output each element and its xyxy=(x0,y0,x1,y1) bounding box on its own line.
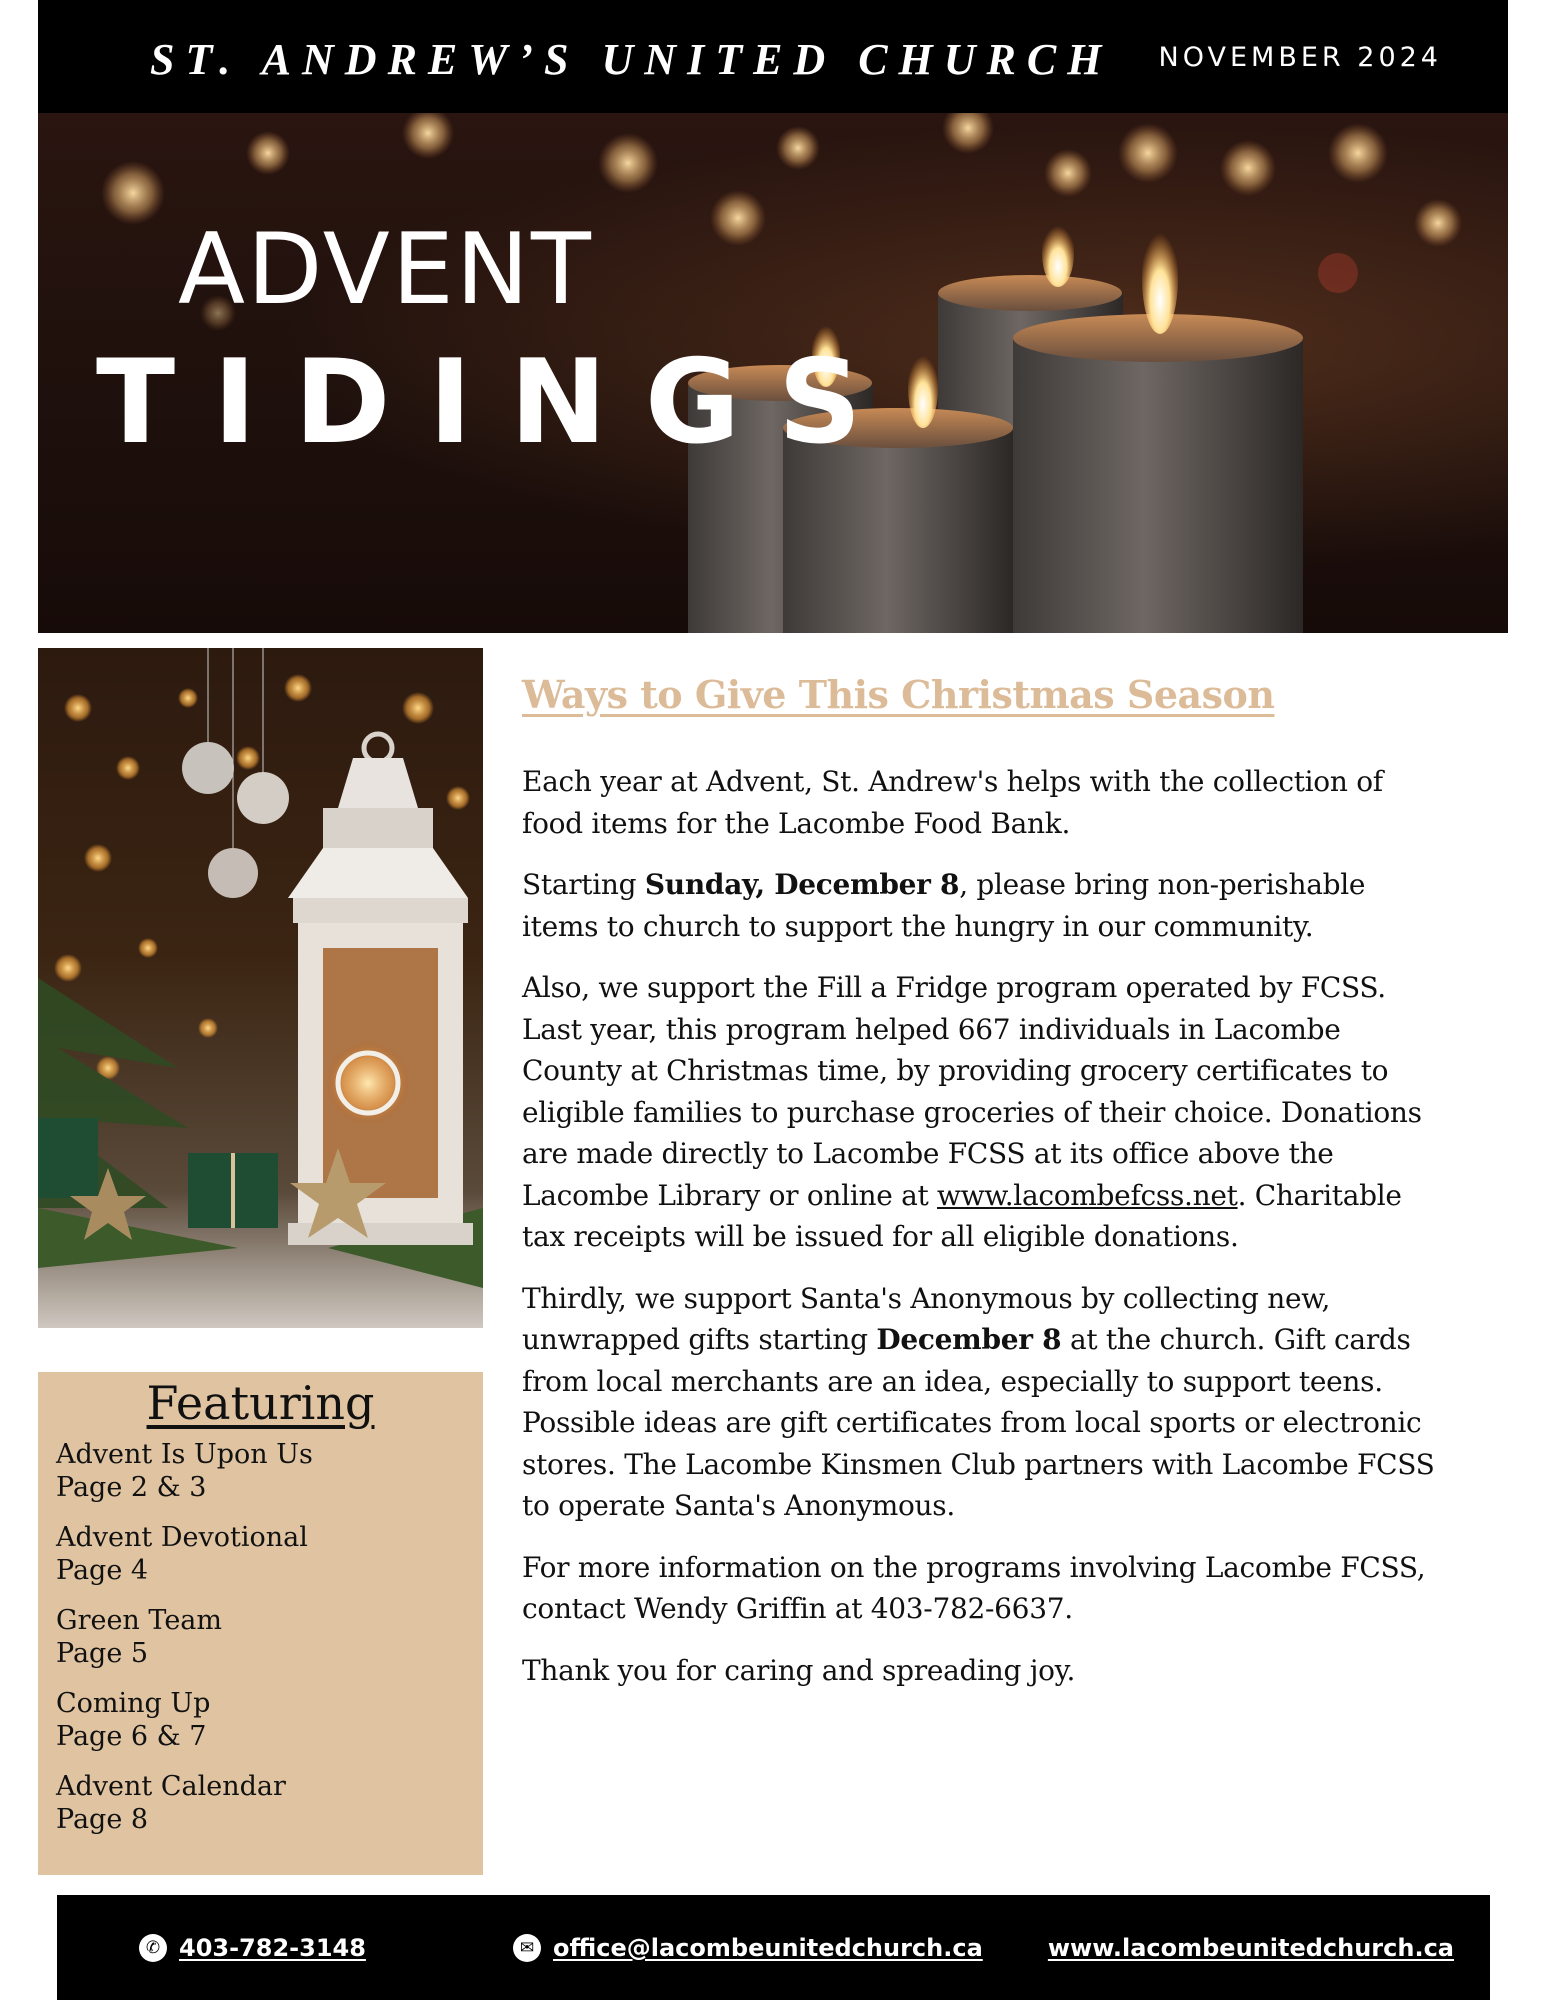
masthead xyxy=(38,0,1508,113)
hero-title-advent: ADVENT xyxy=(178,213,593,327)
article-paragraph-5: For more information on the programs involving Lacombe FCSS, contact Wendy Griffin at 403-782-6637. xyxy=(522,1550,1426,1625)
text-span: at the church. Gift cards from local merchants are an idea, especially to support teens. Possible ideas are gift certificates from local sports or electronic stores. The Lacombe Kinsmen Club partners with Lacombe FCSS to operate Santa's Anonymous. xyxy=(522,1323,1435,1522)
featuring-item[interactable] xyxy=(56,1687,465,1753)
featuring-item-page: Page 6 & 7 xyxy=(56,1721,207,1752)
featuring-item-page: Page 2 & 3 xyxy=(56,1472,207,1503)
text-span: , please bring non-perishable items to church to support the hungry in our community. xyxy=(522,868,1366,943)
featuring-item[interactable] xyxy=(56,1770,465,1836)
text-span: . Charitable tax receipts will be issued for all eligible donations. xyxy=(522,1178,1402,1253)
article-heading: Ways to Give This Christmas Season xyxy=(522,672,1275,717)
featuring-item-page: Page 5 xyxy=(56,1638,149,1669)
featuring-item-page: Page 8 xyxy=(56,1804,149,1835)
footer-contact-bar xyxy=(57,1895,1490,2000)
featuring-item-title: Advent Calendar xyxy=(56,1771,286,1802)
featuring-item-title: Green Team xyxy=(56,1605,222,1636)
text-span: Also, we support the Fill a Fridge program operated by FCSS. Last year, this program helped 667 individuals in Lacombe County at Christmas time, by providing grocery certificates to eligible families to purchase groceries of their choice. Donations are made directly to Lacombe FCSS at its office above the Lacombe Library or online at xyxy=(522,971,1422,1212)
envelope-icon: ✉ xyxy=(513,1934,541,1962)
footer-email[interactable] xyxy=(513,1934,983,1962)
article-paragraph-3 xyxy=(522,967,1442,1258)
featuring-item-title: Coming Up xyxy=(56,1688,211,1719)
featuring-item-title: Advent Is Upon Us xyxy=(56,1439,313,1470)
featuring-item-page: Page 4 xyxy=(56,1555,149,1586)
bold-date: December 8 xyxy=(876,1323,1062,1356)
article-paragraph-4 xyxy=(522,1278,1442,1527)
article-paragraph-2 xyxy=(522,864,1442,947)
text-span: Starting xyxy=(522,868,645,901)
phone-icon: ✆ xyxy=(139,1934,167,1962)
footer-phone[interactable] xyxy=(139,1934,366,1962)
bold-date: Sunday, December 8 xyxy=(644,868,960,901)
hero-title-tidings: TIDINGS xyxy=(96,335,900,470)
article-paragraph-6: Thank you for caring and spreading joy. xyxy=(522,1653,1076,1687)
text-span: Thirdly, we support Santa's Anonymous by collecting new, unwrapped gifts starting xyxy=(522,1281,1331,1356)
footer-website-text: www.lacombeunitedchurch.ca xyxy=(1047,1934,1454,1962)
lantern-illustration xyxy=(38,648,483,1328)
article-paragraph-1: Each year at Advent, St. Andrew's helps with the collection of food items for the Lacombe Food Bank. xyxy=(522,765,1383,840)
issue-date: NOVEMBER 2024 xyxy=(1158,42,1442,73)
footer-phone-text: 403-782-3148 xyxy=(179,1934,366,1962)
featuring-item[interactable] xyxy=(56,1604,465,1670)
featuring-item-title: Advent Devotional xyxy=(56,1522,308,1553)
featuring-heading: Featuring xyxy=(146,1376,375,1430)
article-ways-to-give xyxy=(522,672,1442,1711)
featuring-box xyxy=(38,1372,483,1875)
hero-banner xyxy=(38,113,1508,633)
featuring-item[interactable] xyxy=(56,1521,465,1587)
lantern-photo xyxy=(38,648,483,1328)
featuring-item[interactable] xyxy=(56,1438,465,1504)
church-name: ST. ANDREW’S UNITED CHURCH xyxy=(150,35,1113,84)
footer-email-text: office@lacombeunitedchurch.ca xyxy=(553,1934,983,1962)
fcss-website-link[interactable]: www.lacombefcss.net xyxy=(937,1178,1238,1212)
footer-website[interactable] xyxy=(1048,1934,1454,1962)
